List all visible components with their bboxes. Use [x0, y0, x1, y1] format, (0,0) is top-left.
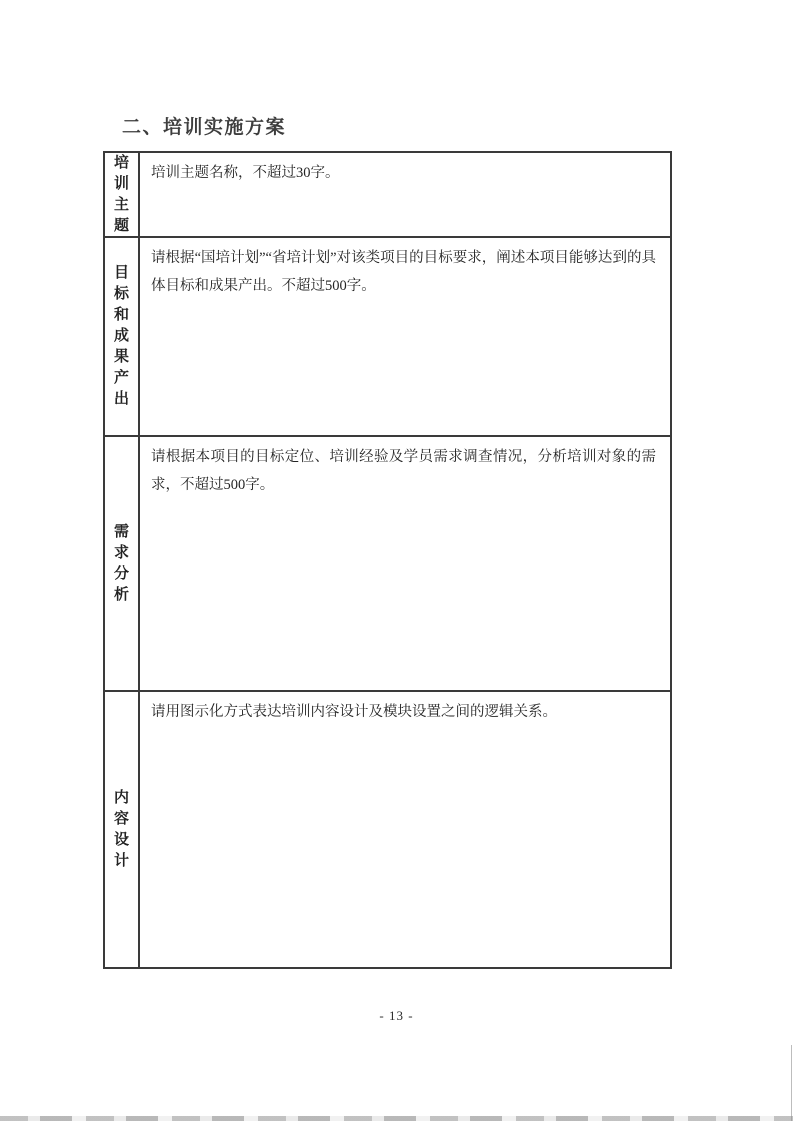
scan-artifact-right-edge	[791, 1045, 792, 1121]
training-plan-table	[103, 151, 672, 969]
table-row	[105, 690, 670, 967]
table-row	[105, 153, 670, 236]
scan-artifact-bottom-strip	[0, 1116, 793, 1121]
row-header	[105, 153, 140, 236]
row-header-label: 内容设计	[113, 789, 129, 869]
row-header-label: 培训主题	[113, 154, 129, 234]
row-content: 请根据“国培计划”“省培计划”对该类项目的目标要求，阐述本项目能够达到的具体目标和成果产出。不超过500字。	[151, 250, 656, 294]
table-row	[105, 236, 670, 435]
row-header-label: 目标和成果产出	[113, 265, 129, 407]
row-header	[105, 238, 140, 435]
row-header	[105, 437, 140, 690]
page-number: - 13 -	[379, 1008, 414, 1023]
row-content: 请根据本项目的目标定位、培训经验及学员需求调查情况，分析培训对象的需求，不超过500字。	[151, 449, 656, 493]
page-title: 二、培训实施方案	[122, 117, 287, 138]
table-row	[105, 435, 670, 690]
row-header	[105, 692, 140, 967]
row-content: 请用图示化方式表达培训内容设计及模块设置之间的逻辑关系。	[151, 704, 557, 720]
row-header-label: 需求分析	[113, 523, 129, 603]
row-content: 培训主题名称，不超过30字。	[151, 165, 340, 181]
